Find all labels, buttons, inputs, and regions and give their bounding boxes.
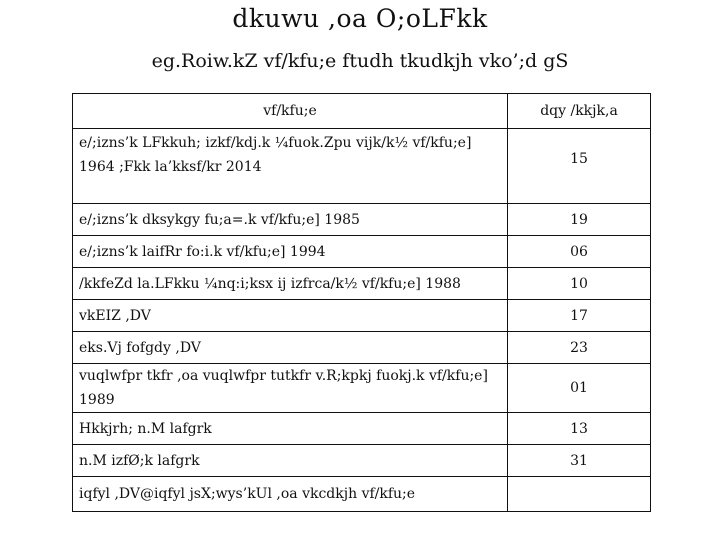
table-row [73,413,651,445]
section-count: 06 [508,236,651,268]
table-row [73,300,651,332]
section-count: 23 [508,332,651,364]
table-row [73,268,651,300]
table-row [73,236,651,268]
table-row [73,204,651,236]
act-name: n.M izfØ;k lafgrk [73,445,508,477]
table-row [73,445,651,477]
section-count: 01 [508,364,651,413]
header-act: vf/kfu;e [73,94,508,129]
header-sections: dqy /kkjk,a [508,94,651,129]
act-name: e/;izns’k laifRr fo:i.k vf/kfu;e] 1994 [73,236,508,268]
section-count: 19 [508,204,651,236]
table-row [73,477,651,512]
act-name: iqfyl ,DV@iqfyl jsX;wys’kUl ,oa vkcdkjh vf/kfu;e [73,477,508,512]
section-count: 10 [508,268,651,300]
act-name: e/;izns’k LFkkuh; izkf/kdj.k ¼fuok.Zpu vijk/k½ vf/kfu;e] 1964 ;Fkk la’kksf/kr 2014 [73,129,508,204]
section-count: 13 [508,413,651,445]
table-header-row [73,94,651,129]
table-row [73,332,651,364]
page-title: dkuwu ,oa O;oLFkk [232,4,488,33]
act-name: eks.Vj fofgdy ,DV [73,332,508,364]
section-count: 17 [508,300,651,332]
act-name: /kkfeZd la.LFkku ¼nq:i;ksx ij izfrca/k½ vf/kfu;e] 1988 [73,268,508,300]
page-subtitle: eg.Roiw.kZ vf/kfu;e ftudh tkudkjh vko’;d gS [151,50,569,72]
section-count [508,477,651,512]
act-name: e/;izns’k dksykgy fu;a=.k vf/kfu;e] 1985 [73,204,508,236]
acts-table [72,93,651,512]
table-row [73,129,651,204]
section-count: 31 [508,445,651,477]
act-name: vkEIZ ,DV [73,300,508,332]
act-name: vuqlwfpr tkfr ,oa vuqlwfpr tutkfr v.R;kpkj fuokj.k vf/kfu;e] 1989 [73,364,508,413]
table-row [73,364,651,413]
section-count: 15 [508,129,651,204]
act-name: Hkkjrh; n.M lafgrk [73,413,508,445]
